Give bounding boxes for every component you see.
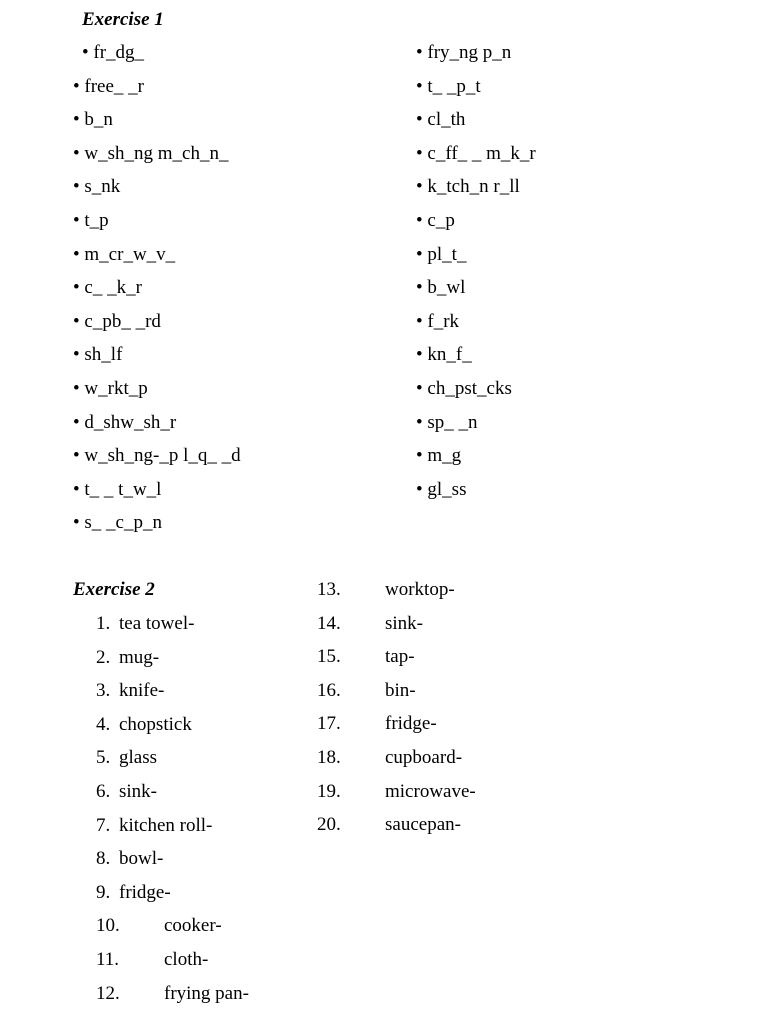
exercise2-item-word: cupboard-: [385, 747, 463, 768]
exercise2-item-word: sink-: [385, 612, 423, 634]
exercise2-item-word: sink-: [119, 781, 157, 802]
exercise2-item-number: 12.: [96, 982, 120, 1004]
exercise2-item-number: 5.: [96, 747, 111, 769]
exercise1-left-item: • free_ _r: [73, 76, 144, 98]
exercise-2-title: Exercise 2: [73, 579, 155, 600]
exercise1-left-item: • m_cr_w_v_: [73, 244, 175, 266]
exercise2-item-word: cloth-: [164, 949, 209, 970]
exercise1-left-item: • d_shw_sh_r: [73, 412, 176, 434]
exercise2-item-word: tap-: [385, 646, 415, 668]
exercise2-item-number: 17.: [317, 713, 341, 735]
exercise2-item-word: frying pan-: [164, 982, 249, 1004]
exercise1-right-item: • b_wl: [416, 277, 465, 299]
exercise2-item-word: fridge-: [385, 713, 437, 735]
exercise2-item-word: saucepan-: [385, 814, 461, 836]
exercise1-left-item: • t_ _ t_w_l: [73, 479, 161, 501]
exercise2-item-number: 1.: [96, 613, 111, 634]
exercise2-item-number: 19.: [317, 780, 341, 802]
exercise2-item-number: 8.: [96, 848, 111, 870]
exercise1-right-item: • m_g: [416, 445, 461, 467]
exercise2-item-word: tea towel-: [119, 613, 195, 634]
exercise1-right-item: • c_p: [416, 210, 455, 232]
exercise2-item-number: 15.: [317, 646, 341, 668]
exercise1-right-item: • t_ _p_t: [416, 76, 481, 98]
exercise2-item-word: microwave-: [385, 780, 476, 802]
exercise2-item-word: fridge-: [119, 881, 171, 903]
exercise1-left-item: • t_p: [73, 210, 109, 232]
exercise2-item-number: 7.: [96, 814, 111, 836]
exercise2-item-number: 4.: [96, 713, 111, 735]
exercise2-item-number: 13.: [317, 579, 341, 600]
exercise1-right-item: • f_rk: [416, 311, 459, 333]
exercise2-item-word: kitchen roll-: [119, 814, 213, 836]
exercise-1-title: Exercise 1: [82, 9, 164, 30]
exercise1-left-item: • fr_dg_: [82, 42, 144, 64]
exercise2-item-number: 11.: [96, 949, 120, 970]
exercise2-item-number: 10.: [96, 915, 120, 937]
exercise1-right-item: • k_tch_n r_ll: [416, 176, 520, 198]
exercise1-right-item: • kn_f_: [416, 344, 472, 366]
exercise1-left-item: • s_ _c_p_n: [73, 512, 162, 534]
exercise2-item-word: bowl-: [119, 848, 164, 870]
exercise1-right-item: • fry_ng p_n: [416, 42, 511, 64]
exercise1-left-item: • c_pb_ _rd: [73, 311, 161, 333]
exercise1-left-item: • w_rkt_p: [73, 378, 148, 400]
exercise1-left-item: • w_sh_ng m_ch_n_: [73, 143, 228, 165]
exercise2-item-number: 20.: [317, 814, 341, 836]
exercise1-right-item: • gl_ss: [416, 479, 466, 501]
exercise1-left-item: • c_ _k_r: [73, 277, 142, 299]
exercise2-item-number: 14.: [317, 612, 341, 634]
exercise2-item-word: cooker-: [164, 915, 222, 937]
exercise1-left-item: • w_sh_ng-_p l_q_ _d: [73, 445, 241, 467]
exercise2-item-number: 9.: [96, 881, 111, 903]
exercise1-left-item: • s_nk: [73, 176, 120, 198]
exercise2-item-number: 3.: [96, 680, 111, 702]
exercise2-item-number: 16.: [317, 679, 341, 701]
exercise1-right-item: • pl_t_: [416, 244, 466, 266]
exercise2-item-word: glass: [119, 747, 157, 769]
exercise2-item-word: mug-: [119, 646, 160, 668]
exercise2-item-word: knife-: [119, 680, 165, 702]
exercise1-left-item: • b_n: [73, 109, 113, 131]
exercise2-item-number: 18.: [317, 747, 341, 768]
exercise2-item-number: 6.: [96, 781, 111, 802]
exercise2-item-word: worktop-: [385, 579, 455, 600]
exercise1-right-item: • cl_th: [416, 109, 465, 131]
exercise1-left-item: • sh_lf: [73, 344, 122, 366]
exercise2-item-word: chopstick: [119, 713, 192, 735]
exercise1-right-item: • ch_pst_cks: [416, 378, 512, 400]
exercise2-item-word: bin-: [385, 679, 416, 701]
exercise1-right-item: • c_ff_ _ m_k_r: [416, 143, 536, 165]
exercise2-item-number: 2.: [96, 646, 111, 668]
exercise1-right-item: • sp_ _n: [416, 412, 478, 434]
